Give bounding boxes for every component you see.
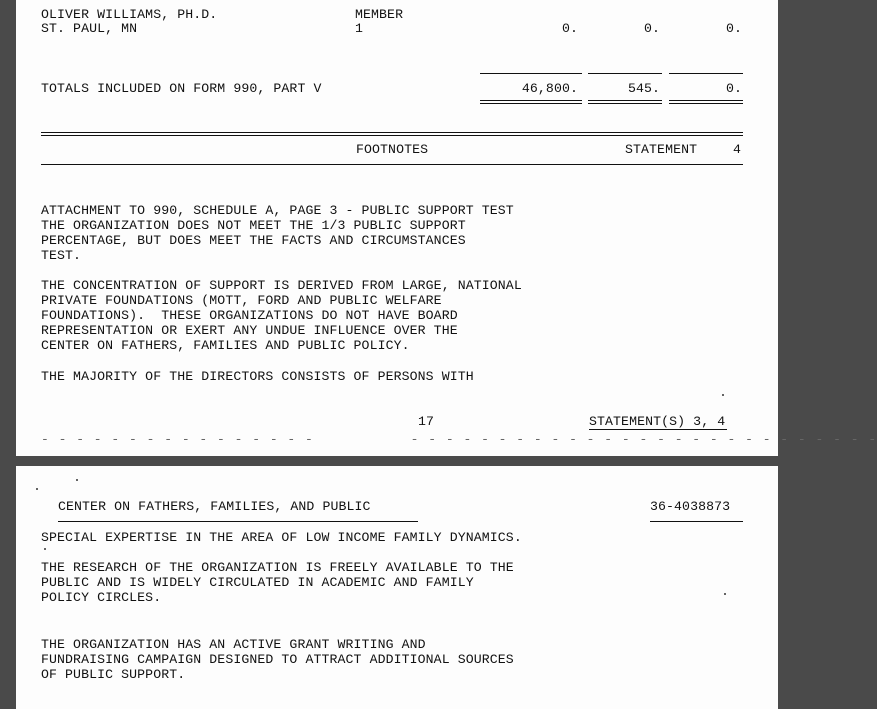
footnotes-top-rule <box>41 132 743 136</box>
totals-rule-col2 <box>588 73 662 74</box>
footer-statements-rule <box>589 429 727 430</box>
document-page-2 <box>16 466 778 709</box>
totals-col1: 46,800. <box>521 81 578 96</box>
totals-double-rule-col3 <box>669 100 743 104</box>
footnote-paragraph-5: THE RESEARCH OF THE ORGANIZATION IS FREELY AVAILABLE TO THE PUBLIC AND IS WIDELY CIRCULATED IN ACADEMIC AND FAMILY POLICY CIRCLES. <box>41 560 514 605</box>
totals-double-rule-col1 <box>480 100 582 104</box>
totals-rule-col3 <box>669 73 743 74</box>
org-name: CENTER ON FATHERS, FAMILIES, AND PUBLIC <box>58 499 371 514</box>
footnote-paragraph-3: THE MAJORITY OF THE DIRECTORS CONSISTS OF PERSONS WITH <box>41 369 474 384</box>
document-page-1 <box>16 0 877 456</box>
member-city: ST. PAUL, MN <box>41 21 138 36</box>
org-name-rule <box>58 521 418 522</box>
member-col1: 0. <box>561 21 578 36</box>
footnotes-title: FOOTNOTES <box>356 142 429 157</box>
page-number: 17 <box>418 414 435 429</box>
speck-mark <box>36 488 38 490</box>
footnotes-bottom-rule <box>41 164 743 165</box>
speck-mark <box>722 394 724 396</box>
totals-col2: 545. <box>627 81 660 96</box>
speck-mark <box>44 548 46 550</box>
member-col3: 0. <box>725 21 742 36</box>
totals-col3: 0. <box>725 81 742 96</box>
speck-mark <box>76 479 78 481</box>
footnote-paragraph-4: SPECIAL EXPERTISE IN THE AREA OF LOW INCOME FAMILY DYNAMICS. <box>41 530 522 545</box>
footnote-paragraph-6: THE ORGANIZATION HAS AN ACTIVE GRANT WRITING AND FUNDRAISING CAMPAIGN DESIGNED TO ATTRACT ADDITIONAL SOURCES OF PUBLIC SUPPORT. <box>41 637 514 682</box>
totals-rule-col1 <box>480 73 582 74</box>
statement-label: STATEMENT <box>625 142 698 157</box>
totals-double-rule-col2 <box>588 100 662 104</box>
member-col2: 0. <box>643 21 660 36</box>
ein-rule <box>650 521 743 522</box>
speck-mark <box>724 593 726 595</box>
member-hours: 1 <box>355 21 364 36</box>
member-title: MEMBER <box>355 7 404 22</box>
footer-statements: STATEMENT(S) 3, 4 <box>589 414 726 429</box>
ein: 36-4038873 <box>650 499 731 514</box>
statement-number: 4 <box>733 142 742 157</box>
totals-label: TOTALS INCLUDED ON FORM 990, PART V <box>41 81 322 96</box>
member-name: OLIVER WILLIAMS, PH.D. <box>41 7 218 22</box>
cut-off-text-marks: - - - - - - - - - - - - - - - - - - - - - - - - - - - - - - - - - - - - - - - - - - - <box>41 432 877 447</box>
footnote-paragraph-1: ATTACHMENT TO 990, SCHEDULE A, PAGE 3 - PUBLIC SUPPORT TEST THE ORGANIZATION DOES NOT MEET THE 1/3 PUBLIC SUPPORT PERCENTAGE, BUT DOES MEET THE FACTS AND CIRCUMSTANCES TEST. <box>41 203 514 263</box>
footnote-paragraph-2: THE CONCENTRATION OF SUPPORT IS DERIVED FROM LARGE, NATIONAL PRIVATE FOUNDATIONS (MOTT, FORD AND PUBLIC WELFARE FOUNDATIONS). THESE ORGANIZATIONS DO NOT HAVE BOARD REPRESENTATION OR EXERT ANY UNDUE INFLUENCE OVER THE CENTER ON FATHERS, FAMILIES AND PUBLIC POLICY. <box>41 278 522 353</box>
